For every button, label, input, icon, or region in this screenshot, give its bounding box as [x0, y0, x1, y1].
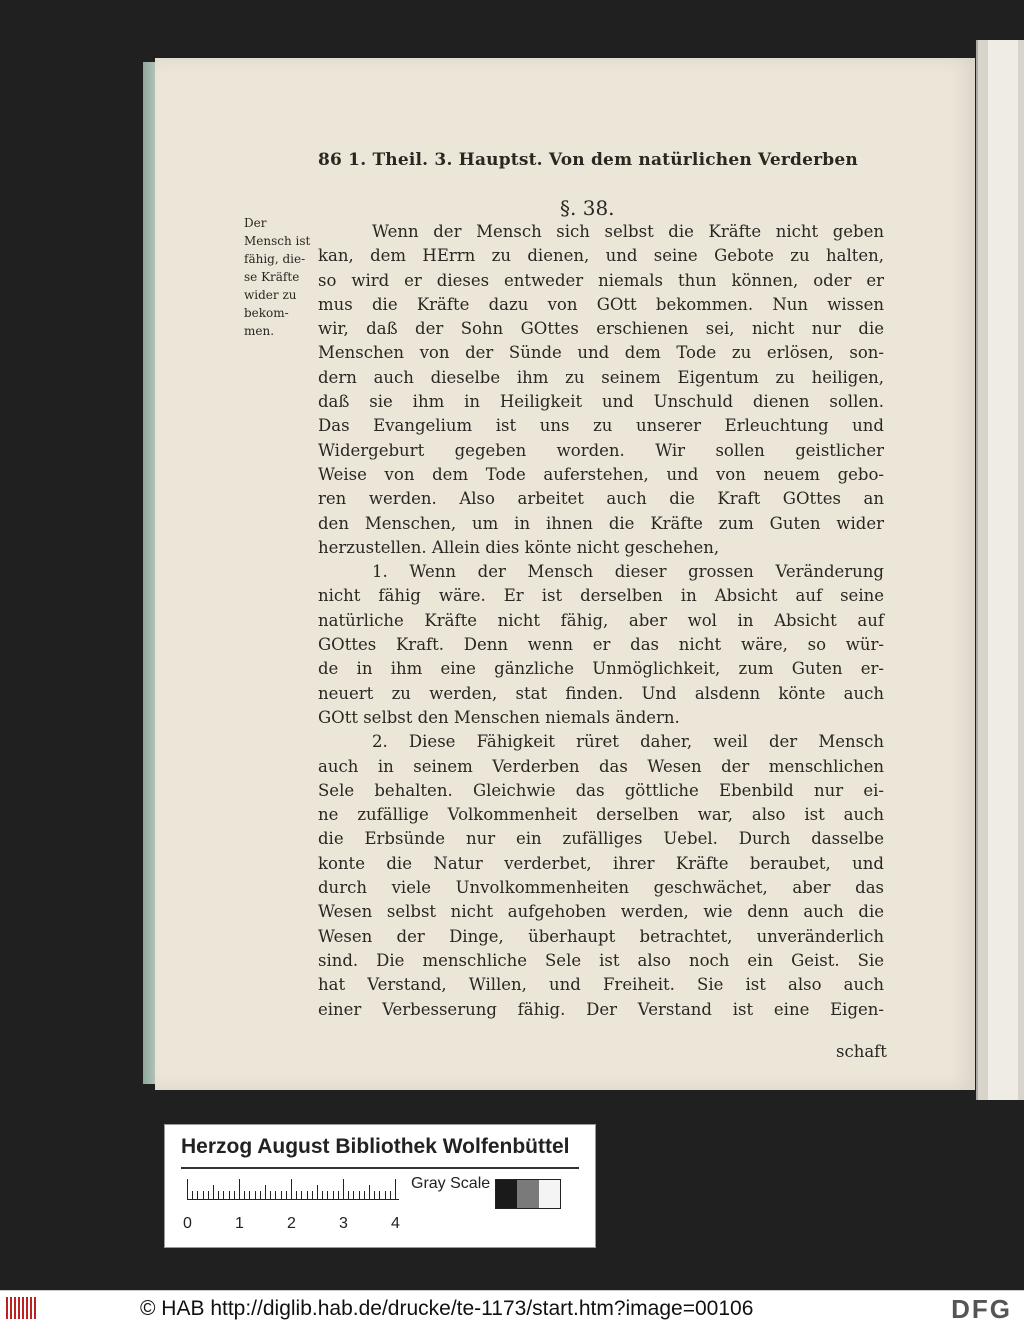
ruler-tick [301, 1191, 302, 1199]
ruler-tick [338, 1191, 339, 1199]
text-line: natürliche Kräfte nicht fähig, aber wol in Absicht auf [318, 610, 884, 630]
text-line: Sele behalten. Gleichwie das göttliche Ebenbild nur ei- [318, 780, 884, 800]
margin-note-line: se Kräfte [244, 270, 300, 284]
ruler-tick [385, 1191, 386, 1199]
text-line: GOtt selbst den Menschen niemals ändern. [318, 707, 680, 727]
ruler-tick [234, 1191, 235, 1199]
text-line: die Erbsünde nur ein zufälliges Uebel. Durch dasselbe [318, 829, 884, 849]
ruler-tick [317, 1185, 318, 1199]
ruler-tick [359, 1191, 360, 1199]
text-line: kan, dem HErrn zu dienen, und seine Gebote zu halten, [318, 246, 884, 266]
section-number: §. 38. [560, 196, 615, 220]
ruler-tick [374, 1191, 375, 1199]
text-line: mus die Kräfte dazu von GOtt bekommen. Nun wissen [318, 294, 884, 314]
margin-note-line: wider zu [244, 288, 297, 302]
ruler-tick [249, 1191, 250, 1199]
text-line: so wird er dieses entweder niemals thun können, oder er [318, 270, 884, 290]
facing-page [988, 40, 1018, 1100]
ruler-tick [343, 1179, 344, 1199]
copyright-link[interactable]: © HAB http://diglib.hab.de/drucke/te-1173/start.htm?image=00106 [140, 1297, 754, 1320]
ruler-tick [192, 1191, 193, 1199]
footer-bar [0, 1290, 1024, 1325]
ruler-number: 2 [287, 1215, 296, 1232]
ruler-number: 3 [339, 1215, 348, 1232]
ruler-number: 1 [235, 1215, 244, 1232]
ruler-tick [327, 1191, 328, 1199]
text-line: auch in seinem Verderben das Wesen der menschlichen [318, 756, 884, 776]
ruler-tick [260, 1191, 261, 1199]
ruler-tick [229, 1191, 230, 1199]
ruler-tick [348, 1191, 349, 1199]
text-line: einer Verbesserung fähig. Der Verstand ist eine Eigen- [318, 999, 884, 1019]
ruler-tick [322, 1191, 323, 1199]
ruler-tick [353, 1191, 354, 1199]
text-line: durch viele Unvolkommenheiten geschwächet, aber das [318, 878, 884, 898]
text-line: Widergeburt gegeben worden. Wir sollen geistlicher [318, 440, 884, 460]
margin-note-line: Mensch ist [244, 234, 311, 248]
dfg-logo: DFG [951, 1294, 1012, 1324]
ruler-tick [244, 1191, 245, 1199]
catchword: schaft [836, 1042, 887, 1061]
ruler-tick [286, 1191, 287, 1199]
ruler-tick [390, 1191, 391, 1199]
margin-note-line: men. [244, 324, 275, 338]
ruler-tick [203, 1191, 204, 1199]
ruler-tick [208, 1191, 209, 1199]
swatch-gray [517, 1180, 538, 1208]
text-line: konte die Natur verderbet, ihrer Kräfte beraubet, und [318, 853, 884, 873]
ruler-tick [395, 1179, 396, 1199]
text-line: dern auch dieselbe ihm zu seinem Eigentum zu heiligen, [318, 367, 884, 387]
ruler-tick [265, 1185, 266, 1199]
text-line: Das Evangelium ist uns zu unserer Erleuchtung und [318, 416, 884, 436]
text-line: GOttes Kraft. Denn wenn er das nicht wäre, so wür- [318, 635, 884, 655]
ruler-tick [255, 1191, 256, 1199]
margin-note-line: Der [244, 216, 267, 230]
swatch-white [539, 1180, 560, 1208]
library-name: Herzog August Bibliothek Wolfenbüttel [181, 1135, 570, 1158]
swatch-black [496, 1180, 517, 1208]
ruler-tick [213, 1185, 214, 1199]
margin-note [244, 214, 320, 340]
ruler-tick [312, 1191, 313, 1199]
margin-note-line: bekom- [244, 306, 289, 320]
text-line: herzustellen. Allein dies könte nicht geschehen, [318, 537, 720, 557]
text-line: sind. Die menschliche Sele ist also noch ein Geist. Sie [318, 950, 884, 970]
ruler-tick [270, 1191, 271, 1199]
ruler-tick [364, 1191, 365, 1199]
margin-note-line: fähig, die- [244, 252, 306, 266]
text-line: wir, daß der Sohn GOttes erschienen sei, nicht nur die [318, 319, 884, 339]
ruler-number: 4 [391, 1215, 400, 1232]
text-line: de in ihm eine gänzliche Unmöglichkeit, zum Guten er- [318, 659, 884, 679]
text-line: daß sie ihm in Heiligkeit und Unschuld dienen sollen. [318, 392, 884, 412]
text-line: 1. Wenn der Mensch dieser grossen Veränderung [372, 562, 884, 582]
ruler-number: 0 [183, 1215, 192, 1232]
ruler-tick [369, 1185, 370, 1199]
ruler-tick [296, 1191, 297, 1199]
text-line: ren werden. Also arbeitet auch die Kraft GOttes an [318, 489, 884, 509]
ruler-tick [379, 1191, 380, 1199]
running-head: 86 1. Theil. 3. Hauptst. Von dem natürlichen Verderben [318, 150, 858, 170]
ruler-tick [218, 1191, 219, 1199]
text-line: Wesen selbst nicht aufgehoben werden, wie denn auch die [318, 902, 884, 922]
text-line: den Menschen, um in ihnen die Kräfte zum Guten wider [318, 513, 884, 533]
card-divider [181, 1167, 579, 1169]
gray-scale-label: Gray Scale [411, 1175, 491, 1192]
ruler-tick [307, 1191, 308, 1199]
barcode-icon [6, 1297, 36, 1319]
ruler-tick [239, 1179, 240, 1199]
ruler-tick [223, 1191, 224, 1199]
text-line: Weise von dem Tode auferstehen, und von neuem gebo- [318, 464, 884, 484]
text-line: Menschen von der Sünde und dem Tode zu erlösen, son- [318, 343, 884, 363]
ruler-tick [197, 1191, 198, 1199]
text-line: Wenn der Mensch sich selbst die Kräfte nicht geben [372, 222, 884, 241]
body-text [318, 220, 884, 1022]
gray-scale-swatches [495, 1179, 561, 1209]
text-line: neuert zu werden, stat finden. Und alsdenn könte auch [318, 683, 884, 703]
ruler-tick [187, 1179, 188, 1199]
text-line: 2. Diese Fähigkeit rüret daher, weil der Mensch [372, 732, 884, 752]
ruler-tick [291, 1179, 292, 1199]
centimeter-ruler [187, 1177, 399, 1200]
text-line: Wesen der Dinge, überhaupt betrachtet, unveränderlich [318, 926, 884, 946]
text-line: ne zufällige Volkommenheit derselben war, also ist auch [318, 805, 884, 825]
ruler-tick [275, 1191, 276, 1199]
text-line: nicht fähig wäre. Er ist derselben in Absicht auf seine [318, 586, 884, 606]
ruler-tick [333, 1191, 334, 1199]
ruler-tick [281, 1191, 282, 1199]
library-color-card [164, 1124, 596, 1248]
text-line: hat Verstand, Willen, und Freiheit. Sie ist also auch [318, 975, 884, 995]
